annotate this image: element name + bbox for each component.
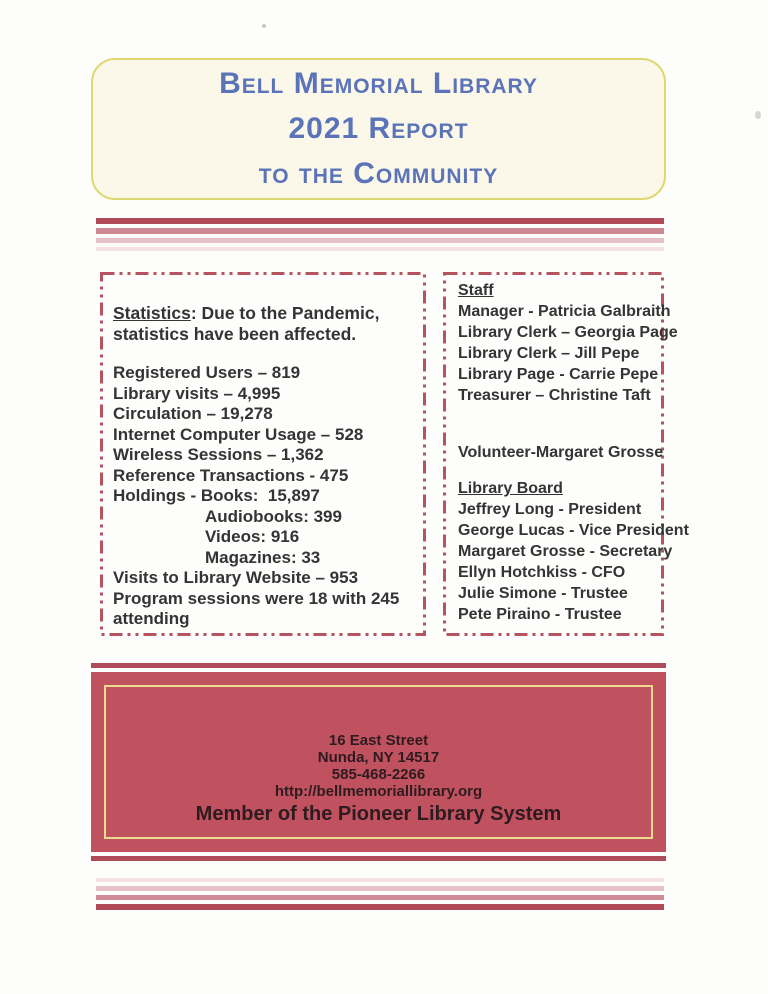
statistics-box (100, 272, 426, 636)
divider-bottom-stripe-dark (96, 904, 664, 910)
volunteer-line: Volunteer-Margaret Grosse (458, 444, 664, 461)
stat-program-sessions: Program sessions were 18 with 245 attending (113, 588, 405, 628)
board-secretary: Margaret Grosse - Secretary (458, 543, 673, 560)
board-trustee-2: Pete Piraino - Trustee (458, 606, 622, 623)
report-subtitle: to the Community (258, 157, 499, 190)
statistics-heading: Statistics (113, 303, 191, 323)
title-banner (91, 58, 666, 200)
footer-city-state: Nunda, NY 14517 (317, 749, 440, 766)
staff-treasurer: Treasurer – Christine Taft (458, 387, 651, 404)
staff-clerk-1: Library Clerk – Georgia Page (458, 324, 678, 341)
stat-reference-transactions: Reference Transactions - 475 (113, 465, 349, 485)
stat-holdings-magazines: Magazines: 33 (205, 547, 321, 567)
stat-registered-users: Registered Users – 819 (113, 363, 301, 382)
divider-top-stripe-dark (96, 218, 664, 224)
stat-holdings-books: Holdings - Books: 15,897 (113, 486, 320, 505)
board-president: Jeffrey Long - President (458, 501, 642, 518)
statistics-intro-text: : Due to the Pandemic, statistics have been affected. (113, 303, 385, 344)
statistics-intro (113, 303, 414, 345)
stat-wireless-sessions: Wireless Sessions – 1,362 (113, 445, 324, 464)
divider-bottom-stripe-faint (96, 878, 664, 882)
footer-member-line: Member of the Pioneer Library System (195, 803, 562, 825)
footer-website-url: http://bellmemoriallibrary.org (274, 783, 483, 800)
divider-top-stripe-light (96, 238, 664, 243)
staff-board-box (443, 272, 689, 636)
staff-clerk-2: Library Clerk – Jill Pepe (458, 345, 640, 362)
stat-website-visits: Visits to Library Website – 953 (113, 568, 359, 587)
staff-page: Library Page - Carrie Pepe (458, 366, 659, 383)
scan-speck (755, 111, 761, 119)
divider-bottom-stripe-medium (96, 895, 664, 900)
staff-heading: Staff (458, 282, 494, 299)
stat-holdings-audiobooks: Audiobooks: 399 (205, 506, 342, 526)
board-vice-president: George Lucas - Vice President (458, 522, 689, 539)
footer-address-box (91, 672, 666, 852)
footer-top-rule (91, 663, 666, 668)
board-cfo: Ellyn Hotchkiss - CFO (458, 564, 626, 581)
library-board-heading: Library Board (458, 480, 563, 497)
library-name: Bell Memorial Library (219, 67, 538, 100)
footer-bottom-rule (91, 856, 666, 861)
scan-speck (262, 24, 266, 28)
divider-bottom-stripe-light (96, 886, 664, 891)
footer-street: 16 East Street (328, 732, 429, 749)
stat-holdings-videos: Videos: 916 (205, 527, 300, 546)
stat-circulation: Circulation – 19,278 (113, 404, 273, 423)
divider-top-stripe-medium (96, 228, 664, 234)
stat-internet-usage: Internet Computer Usage – 528 (113, 424, 364, 444)
report-year-line: 2021 Report (288, 112, 469, 145)
footer-phone: 585-468-2266 (331, 766, 426, 783)
stat-library-visits: Library visits – 4,995 (113, 383, 281, 403)
divider-top-stripe-faint (96, 247, 664, 251)
staff-manager: Manager - Patricia Galbraith (458, 303, 671, 320)
board-trustee-1: Julie Simone - Trustee (458, 585, 628, 602)
